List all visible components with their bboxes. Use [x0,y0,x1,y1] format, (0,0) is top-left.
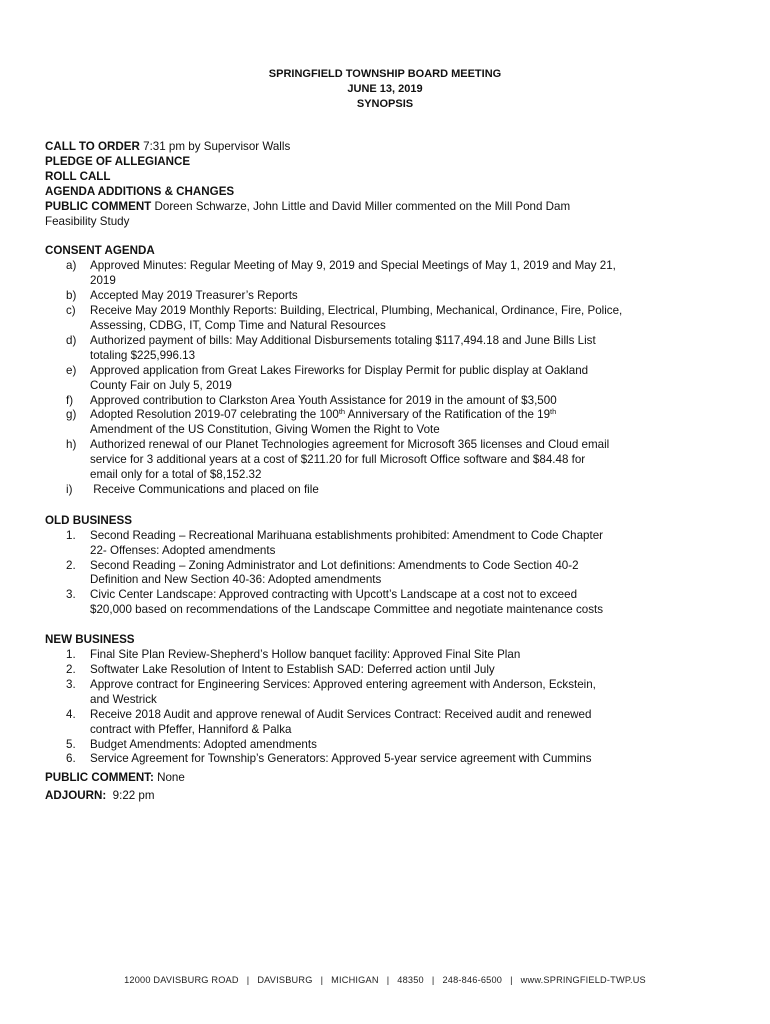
list-marker: f) [66,393,74,407]
old-business-list [45,529,735,618]
footer-separator: | [431,975,435,985]
item-line: 2019 [90,274,116,288]
meeting-title: SPRINGFIELD TOWNSHIP BOARD MEETING [268,68,502,80]
item-line: Civic Center Landscape: Approved contracting with Upcott’s Landscape at a cost not to exceed [90,588,578,602]
item-line: Authorized renewal of our Planet Technologies agreement for Microsoft 365 licenses and Cloud email [90,438,610,452]
adjourn-line [45,789,735,804]
footer-separator: | [320,975,324,985]
item-line: totaling $225,996.13 [90,348,196,362]
item-text: Anniversary of the Ratification of the 19 [345,408,551,422]
item-line: Receive 2018 Audit and approve renewal of Audit Services Contract: Received audit and renewed [90,707,592,721]
list-item [45,738,735,753]
list-marker: 4. [66,707,76,721]
list-marker: 2. [66,558,76,572]
item-line: Approved application from Great Lakes Fireworks for Display Permit for public display at Oakland [90,363,589,377]
list-item [45,334,735,364]
list-item [45,394,735,409]
document-header [0,67,770,112]
item-line: Accepted May 2019 Treasurer’s Reports [90,289,298,303]
item-line: email only for a total of $8,152.32 [90,468,262,482]
list-marker: g) [66,408,77,422]
list-item [45,588,735,618]
public-comment-line [45,200,735,215]
new-business-list [45,648,735,767]
list-marker: e) [66,363,77,377]
item-line: Authorized payment of bills: May Additional Disbursements totaling $117,494.18 and June Bills List [90,333,596,347]
new-business-heading: NEW BUSINESS [45,633,135,647]
document-subtitle: SYNOPSIS [356,98,414,110]
public-comment-text: Doreen Schwarze, John Little and David Miller commented on the Mill Pond Dam [151,199,571,213]
adjourn-text: 9:22 pm [106,789,155,803]
list-item [45,259,735,289]
list-marker: a) [66,259,77,273]
document-footer [0,975,770,985]
list-marker: 5. [66,737,76,751]
item-line: service for 3 additional years at a cost of $211.20 for full Microsoft Office software and $84.48 for [90,453,586,467]
footer-zip: 48350 [397,975,424,985]
item-line: Approve contract for Engineering Services: Approved entering agreement with Anderson, Eckstein, [90,677,596,691]
footer-city: DAVISBURG [257,975,313,985]
list-item [45,304,735,334]
list-item [45,663,735,678]
list-marker: 1. [66,528,76,542]
item-line: Softwater Lake Resolution of Intent to Establish SAD: Deferred action until July [90,663,495,676]
list-marker: 3. [66,588,76,602]
list-item [45,752,735,767]
list-item [45,708,735,738]
list-item [45,648,735,663]
list-marker: h) [66,438,77,452]
list-marker: d) [66,333,77,347]
item-line: Amendment of the US Constitution, Giving Women the Right to Vote [90,423,440,437]
call-to-order-text: 7:31 pm by Supervisor Walls [139,140,291,153]
footer-address: 12000 DAVISBURG ROAD [124,975,239,985]
item-line: 22- Offenses: Adopted amendments [90,543,276,557]
closing-public-comment-text: None [153,771,185,785]
call-to-order-label: CALL TO ORDER [45,140,140,153]
item-text: Adopted Resolution 2019-07 celebrating the 100 [90,408,339,422]
item-line: Assessing, CDBG, IT, Comp Time and Natural Resources [90,318,386,332]
item-line: Budget Amendments: Adopted amendments [90,737,317,751]
call-to-order-line [45,140,735,155]
document-body [45,140,735,804]
footer-state: MICHIGAN [331,975,379,985]
list-item [45,438,735,483]
consent-agenda-list [45,259,735,498]
item-line: Second Reading – Zoning Administrator and Lot definitions: Amendments to Code Section 40-2 [90,558,579,572]
list-marker: 1. [66,648,76,662]
item-line [90,408,735,423]
closing-public-comment-label: PUBLIC COMMENT: [45,771,154,785]
adjourn-label: ADJOURN: [45,789,107,803]
item-line: County Fair on July 5, 2019 [90,378,232,392]
consent-agenda-heading: CONSENT AGENDA [45,244,155,258]
list-item [45,408,735,438]
agenda-additions-heading: AGENDA ADDITIONS & CHANGES [45,184,235,198]
item-line: Service Agreement for Township’s Generators: Approved 5-year service agreement with Cummins [90,752,592,766]
item-line: Final Site Plan Review-Shepherd’s Hollow banquet facility: Approved Final Site Plan [90,648,521,662]
list-marker: 3. [66,677,76,691]
footer-phone: 248-846-6500 [442,975,503,985]
list-marker: c) [66,304,76,318]
list-item [45,559,735,589]
item-line: contract with Pfeffer, Hanniford & Palka [90,722,292,736]
item-line: Approved contribution to Clarkston Area Youth Assistance for 2019 in the amount of $3,500 [90,393,557,407]
old-business-heading: OLD BUSINESS [45,513,132,527]
list-item [45,364,735,394]
public-comment-continuation: Feasibility Study [45,214,130,228]
list-marker: i) [66,482,73,496]
footer-separator: | [246,975,250,985]
item-line: Second Reading – Recreational Marihuana establishments prohibited: Amendment to Code Chapter [90,528,604,542]
item-line: $20,000 based on recommendations of the Landscape Committee and negotiate maintenance costs [90,603,604,617]
item-line: and Westrick [90,692,157,706]
item-line: Receive Communications and placed on file [90,482,319,496]
list-item [45,483,735,498]
list-item [45,529,735,559]
public-comment-label: PUBLIC COMMENT [45,199,152,213]
meeting-date: JUNE 13, 2019 [347,83,423,95]
list-item [45,289,735,304]
item-line: Approved Minutes: Regular Meeting of May 9, 2019 and Special Meetings of May 1, 2019 and May 21, [90,259,616,273]
ordinal-suffix: th [550,407,557,417]
closing-public-comment-line [45,771,735,786]
list-item [45,678,735,708]
item-line: Definition and New Section 40-36: Adopted amendments [90,573,382,587]
list-marker: b) [66,289,77,303]
footer-website: www.SPRINGFIELD-TWP.US [520,975,646,985]
list-marker: 2. [66,663,76,676]
item-line: Receive May 2019 Monthly Reports: Building, Electrical, Plumbing, Mechanical, Ordinance, Fire, Police, [90,304,623,318]
roll-call-heading: ROLL CALL [45,169,111,183]
footer-separator: | [386,975,390,985]
ordinal-suffix: th [338,407,346,417]
list-marker: 6. [66,752,76,766]
pledge-heading: PLEDGE OF ALLEGIANCE [45,154,191,168]
footer-separator: | [510,975,513,985]
